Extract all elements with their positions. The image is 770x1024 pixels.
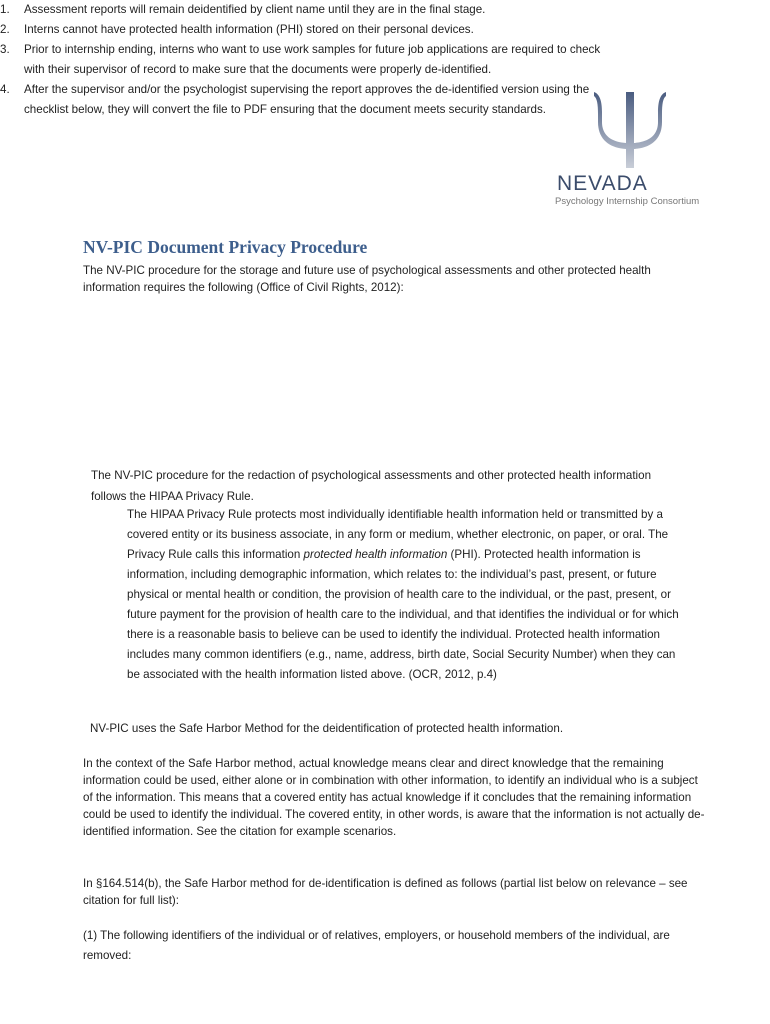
- quote-text-before: The HIPAA Privacy Rule protects most individually identifiable health information held or transmitted by a covered entity or its business associate, in any form or medium, whether electronic, on paper, or oral. The Privacy Rule calls this information: [127, 508, 669, 561]
- list-text: Interns cannot have protected health information (PHI) stored on their personal devices.: [24, 23, 474, 36]
- list-item: [0, 40, 610, 80]
- procedure-list: [0, 0, 610, 120]
- list-item: [0, 80, 610, 120]
- redaction-paragraph: The NV-PIC procedure for the redaction of psychological assessments and other protected health information follows the HIPAA Privacy Rule.: [91, 469, 652, 503]
- list-text: After the supervisor and/or the psychologist supervising the report approves the de-identified version using the checklist below, they will convert the file to PDF ensuring that the document meets security standards.: [24, 83, 590, 116]
- list-text: Assessment reports will remain deidentified by client name until they are in the final stage.: [24, 3, 486, 16]
- context-paragraph: In the context of the Safe Harbor method, actual knowledge means clear and direct knowledge that the remaining information could be used, either alone or in combination with other information, to identify an individual who is a subject of the information. This means that a covered entity has actual knowledge if it concludes that the remaining information could be used to identify the individual. The covered entity, in other words, is aware that the information is not actually de-identified information. See the citation for example scenarios.: [83, 757, 705, 838]
- hipaa-quote: [127, 505, 687, 685]
- logo-org-name: NEVADA: [557, 172, 648, 195]
- list-item: [0, 20, 610, 40]
- quote-text-after: (PHI). Protected health information is information, including demographic information, which relates to: the individual’s past, present, or future physical or mental health or condition, the provision of health care to the individual, or the past, present, or future payment for the provision of health care to the individual, and that identifies the individual or for which there is a reasonable basis to believe can be used to identify the individual. Protected health information includes many common identifiers (e.g., name, address, birth date, Social Security Number) when they can be associated with the health information listed above. (OCR, 2012, p.4): [127, 548, 679, 681]
- intro-paragraph: The NV-PIC procedure for the storage and future use of psychological assessments and other protected health information requires the following (Office of Civil Rights, 2012):: [83, 264, 651, 294]
- list-number: 3.: [0, 43, 10, 56]
- section-paragraph: In §164.514(b), the Safe Harbor method for de-identification is defined as follows (partial list below on relevance – see citation for full list):: [83, 877, 688, 907]
- list-item: [0, 0, 610, 20]
- list-number: 2.: [0, 23, 10, 36]
- list-text: Prior to internship ending, interns who want to use work samples for future job applications are required to check with their supervisor of record to make sure that the documents were properly de-identified.: [24, 43, 601, 76]
- identifiers-paragraph: (1) The following identifiers of the individual or of relatives, employers, or household members of the individual, are removed:: [83, 929, 670, 962]
- quote-emphasis: protected health information: [303, 548, 448, 561]
- safe-harbor-paragraph: NV-PIC uses the Safe Harbor Method for the deidentification of protected health information.: [90, 722, 564, 735]
- list-number: 1.: [0, 3, 10, 16]
- list-number: 4.: [0, 83, 10, 96]
- page-title: NV-PIC Document Privacy Procedure: [83, 237, 368, 257]
- logo-subtitle: Psychology Internship Consortium: [555, 196, 700, 207]
